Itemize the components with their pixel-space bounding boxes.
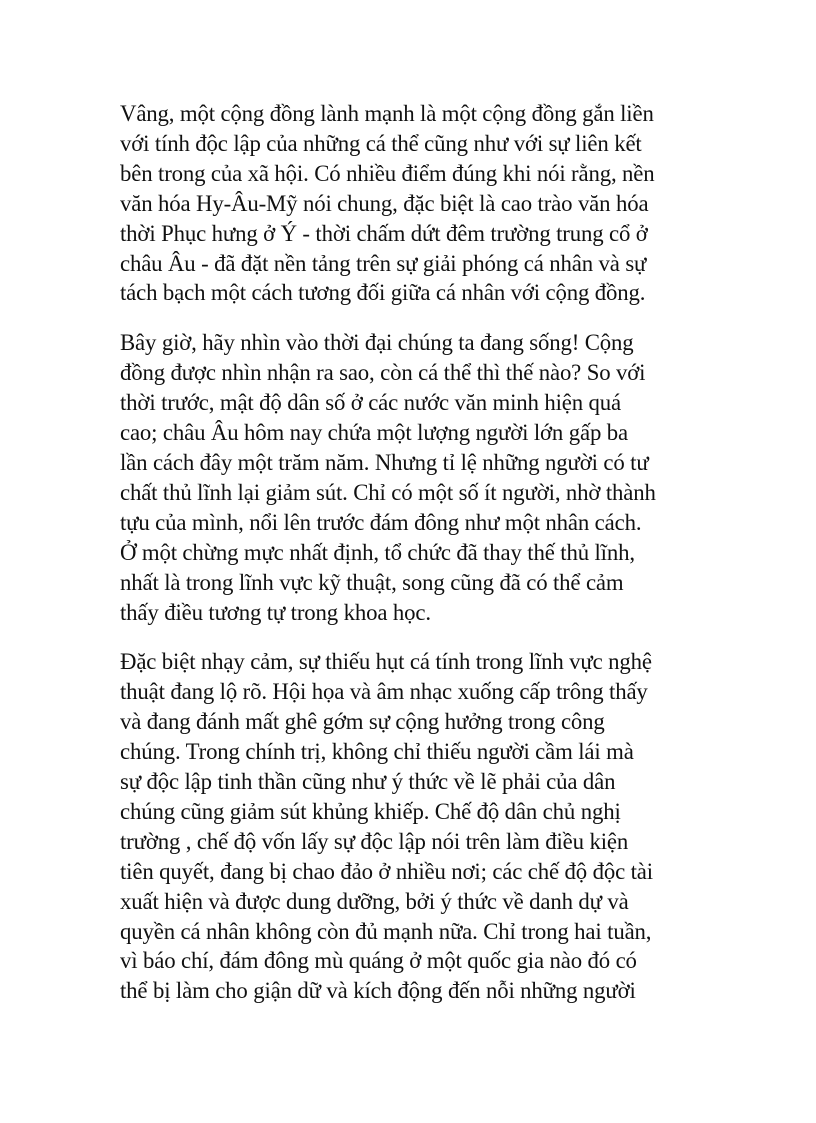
paragraph-1 bbox=[120, 99, 702, 308]
text-line: Vâng, một cộng đồng lành mạnh là một cộng đồng gắn liền bbox=[120, 101, 654, 126]
text-line: quyền cá nhân không còn đủ mạnh nữa. Chỉ trong hai tuần, bbox=[120, 918, 652, 944]
text-line: nhất là trong lĩnh vực kỹ thuật, song cũng đã có thể cảm bbox=[120, 569, 624, 595]
text-line: lần cách đây một trăm năm. Nhưng tỉ lệ những người có tư bbox=[120, 449, 649, 475]
text-line: cao; châu Âu hôm nay chứa một lượng người lớn gấp ba bbox=[120, 420, 628, 446]
text-line: tựu của mình, nổi lên trước đám đông như một nhân cách. bbox=[120, 509, 642, 535]
text-line: Ở một chừng mực nhất định, tổ chức đã thay thế thủ lĩnh, bbox=[120, 539, 635, 565]
text-line: với tính độc lập của những cá thể cũng như với sự liên kết bbox=[120, 130, 642, 156]
text-line: thể bị làm cho giận dữ và kích động đến nỗi những người bbox=[120, 978, 636, 1004]
text-line: Đặc biệt nhạy cảm, sự thiếu hụt cá tính trong lĩnh vực nghệ bbox=[120, 649, 652, 675]
text-line: đồng được nhìn nhận ra sao, còn cá thể thì thế nào? So với bbox=[120, 360, 646, 386]
text-line: tiên quyết, đang bị chao đảo ở nhiều nơi; các chế độ độc tài bbox=[120, 858, 653, 884]
body-text bbox=[120, 99, 702, 1026]
text-line: trường , chế độ vốn lấy sự độc lập nói trên làm điều kiện bbox=[120, 828, 629, 854]
text-line: chúng cũng giảm sút khủng khiếp. Chế độ dân chủ nghị bbox=[120, 798, 621, 824]
text-line: bên trong của xã hội. Có nhiều điểm đúng khi nói rằng, nền bbox=[120, 160, 655, 186]
paragraph-2 bbox=[120, 328, 702, 627]
text-line: thuật đang lộ rõ. Hội họa và âm nhạc xuống cấp trông thấy bbox=[120, 679, 648, 705]
text-line: thời trước, mật độ dân số ở các nước văn minh hiện quá bbox=[120, 390, 622, 416]
paragraph-3 bbox=[120, 647, 702, 1006]
text-line: thời Phục hưng ở Ý - thời chấm dứt đêm trường trung cổ ở bbox=[120, 220, 648, 246]
text-line: chất thủ lĩnh lại giảm sút. Chỉ có một số ít người, nhờ thành bbox=[120, 479, 656, 505]
text-line: vì báo chí, đám đông mù quáng ở một quốc gia nào đó có bbox=[120, 948, 637, 974]
text-line: thấy điều tương tự trong khoa học. bbox=[120, 599, 431, 625]
text-line: Bây giờ, hãy nhìn vào thời đại chúng ta đang sống! Cộng bbox=[120, 330, 634, 356]
text-line: và đang đánh mất ghê gớm sự cộng hưởng trong công bbox=[120, 709, 605, 735]
text-line: xuất hiện và được dung dưỡng, bởi ý thức về danh dự và bbox=[120, 888, 629, 914]
text-line: văn hóa Hy-Âu-Mỹ nói chung, đặc biệt là cao trào văn hóa bbox=[120, 190, 649, 216]
text-line: chúng. Trong chính trị, không chỉ thiếu người cầm lái mà bbox=[120, 739, 634, 765]
text-line: tách bạch một cách tương đối giữa cá nhân với cộng đồng. bbox=[120, 280, 646, 306]
text-line: sự độc lập tinh thần cũng như ý thức về lẽ phải của dân bbox=[120, 769, 616, 795]
text-line: châu Âu - đã đặt nền tảng trên sự giải phóng cá nhân và sự bbox=[120, 250, 647, 276]
